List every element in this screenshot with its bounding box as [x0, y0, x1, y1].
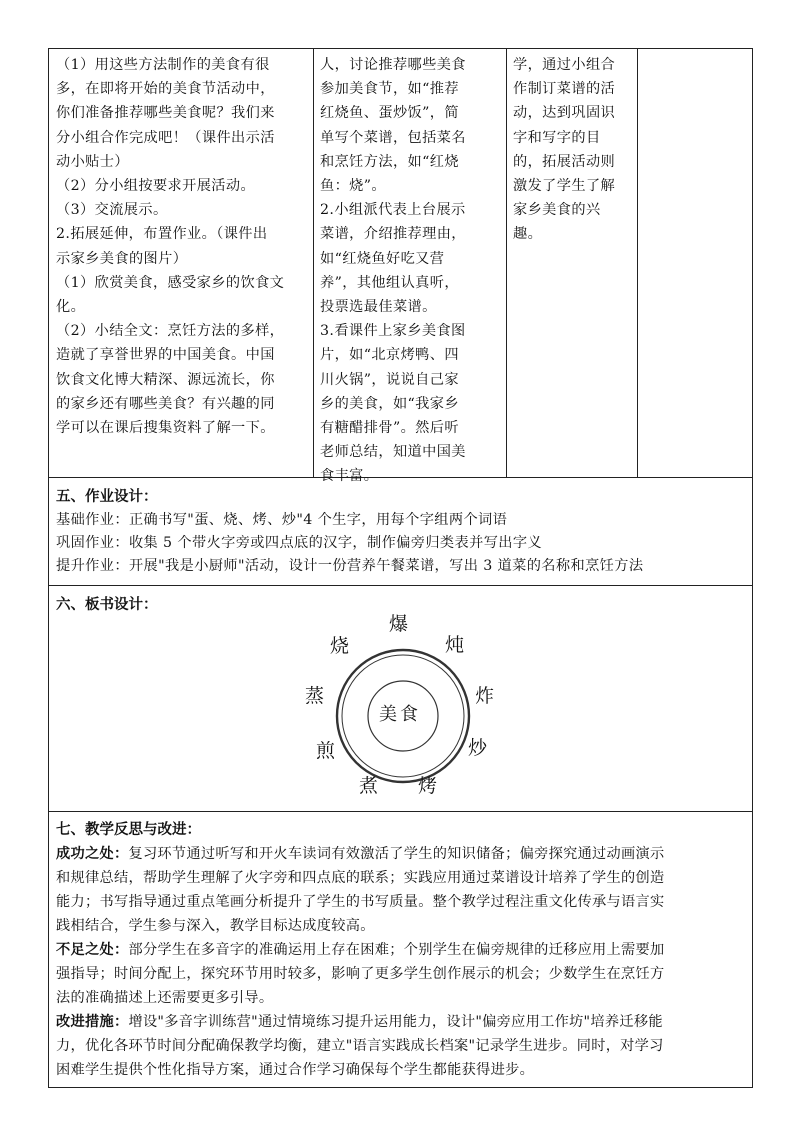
- success-line: 复习环节通过听写和开火车读词有效激活了学生的知识储备；偏旁探究通过动画演示: [128, 846, 665, 862]
- col1-line: 的家乡还有哪些美食？有兴趣的同: [56, 395, 275, 412]
- weak-line: 强指导；时间分配上，探究环节用时较多，影响了更多学生创作展示的机会；少数学生在烹饪方: [56, 966, 665, 982]
- col-divider-1: [313, 48, 314, 477]
- col1-line: 多，在即将开始的美食节活动中，: [56, 81, 275, 98]
- board-char-jian: 煎: [316, 740, 336, 762]
- col2-line: 菜谱，介绍推荐理由，: [320, 226, 466, 243]
- col2-line: 人，讨论推荐哪些美食: [320, 57, 466, 73]
- reflection-section: [56, 817, 748, 1082]
- col3-line: 趣。: [513, 226, 543, 243]
- improve-line: 增设"多音字训练营"通过情境练习提升运用能力，设计"偏旁应用工作坊"培养迁移能: [128, 1014, 663, 1030]
- col1-line: 学可以在课后搜集资料了解一下。: [56, 420, 275, 437]
- col1-activities: [56, 53, 311, 440]
- col3-line: 激发了学生了解: [513, 178, 616, 195]
- board-char-zha: 炸: [475, 685, 495, 707]
- weak-line: 部分学生在多音字的准确运用上存在困难；个别学生在偏旁规律的迁移应用上需要加: [128, 942, 665, 958]
- col2-line: 鱼：烧”。: [320, 178, 387, 195]
- col-divider-3: [637, 48, 638, 477]
- homework-line: 提升作业：开展"我是小厨师"活动，设计一份营养午餐菜谱，写出 3 道菜的名称和烹饪方法: [56, 558, 644, 574]
- col2-line: 有糖醋排骨”。然后听: [320, 420, 459, 437]
- board-bottom-rule: [48, 811, 753, 812]
- col1-line: 饮食文化博大精深、源远流长，你: [56, 371, 275, 388]
- col3-line: 动，达到巩固识: [513, 105, 616, 122]
- col1-line: （2）小结全文：烹饪方法的多样，: [56, 323, 285, 340]
- col3-design-intent: [513, 53, 635, 247]
- col1-line: 造就了享誉世界的中国美食。中国: [56, 347, 275, 364]
- col1-line: （1）欣赏美食，感受家乡的饮食文: [56, 274, 285, 291]
- col1-line: 动小贴士）: [56, 153, 129, 170]
- reflection-heading: 七、教学反思与改进：: [56, 821, 201, 838]
- col2-line: 3.看课件上家乡美食图: [320, 323, 466, 340]
- col1-line: 2.拓展延伸，布置作业。（课件出: [56, 226, 268, 243]
- homework-heading: 五、作业设计：: [56, 488, 158, 505]
- board-char-kao: 烤: [418, 775, 438, 797]
- col3-line: 家乡美食的兴: [513, 202, 601, 219]
- col1-line: 示家乡美食的图片）: [56, 250, 188, 267]
- col1-line: （3）交流展示。: [56, 202, 168, 219]
- weak-line: 法的准确描述上还需要更多引导。: [56, 990, 274, 1006]
- success-line: 践相结合，学生参与深入，教学目标达成度较高。: [56, 918, 375, 934]
- col2-line: 川火锅”，说说自己家: [320, 371, 459, 388]
- col1-line: （1）用这些方法制作的美食有很: [56, 57, 270, 73]
- col3-line: 字和写字的目: [513, 129, 601, 146]
- col2-line: 乡的美食，如“我家乡: [320, 395, 459, 412]
- improve-line: 困难学生提供个性化指导方案，通过合作学习确保每个学生都能获得进步。: [56, 1062, 535, 1078]
- col1-line: 你们准备推荐哪些美食呢？我们来: [56, 105, 275, 122]
- col1-line: （2）分小组按要求开展活动。: [56, 178, 256, 195]
- col1-line: 化。: [56, 299, 86, 316]
- homework-line: 基础作业：正确书写"蛋、烧、烤、炒"4 个生字，用每个字组两个词语: [56, 512, 508, 528]
- col-divider-2: [506, 48, 507, 477]
- board-char-zheng: 蒸: [305, 685, 325, 707]
- board-center-label: 美食: [379, 704, 421, 725]
- board-char-dun: 炖: [445, 634, 465, 656]
- board-heading: 六、板书设计：: [56, 596, 158, 613]
- improve-label: 改进措施：: [56, 1014, 129, 1030]
- weak-label: 不足之处：: [56, 942, 129, 958]
- col2-line: 如“红烧鱼好吃又营: [320, 250, 445, 267]
- col2-line: 片，如“北京烤鸭、四: [320, 347, 459, 364]
- homework-section: [56, 485, 746, 578]
- col2-line: 老师总结，知道中国美: [320, 444, 466, 461]
- col2-line: 单写个菜谱，包括菜名: [320, 129, 466, 146]
- success-line: 能力；书写指导通过重点笔画分析提升了学生的书写质量。整个教学过程注重文化传承与语言实: [56, 894, 665, 910]
- col2-line: 参加美食节，如“推荐: [320, 81, 459, 98]
- improve-line: 力，优化各环节时间分配确保教学均衡，建立"语言实践成长档案"记录学生进步。同时，对学习: [56, 1038, 664, 1054]
- col1-line: 分小组合作完成吧！（课件出示活: [56, 129, 275, 146]
- board-char-chao: 炒: [468, 737, 488, 759]
- success-label: 成功之处：: [56, 846, 129, 862]
- col2-line: 2.小组派代表上台展示: [320, 202, 466, 219]
- col2-line: 投票选最佳菜谱。: [320, 299, 437, 316]
- col3-line: 学，通过小组合: [513, 57, 616, 73]
- homework-line: 巩固作业：收集 5 个带火字旁或四点底的汉字，制作偏旁归类表并写出字义: [56, 535, 543, 551]
- col2-line: 红烧鱼、蛋炒饭”，简: [320, 105, 459, 122]
- col2-line: 和烹饪方法，如“红烧: [320, 153, 459, 170]
- col2-line: 养”，其他组认真听，: [320, 274, 459, 291]
- homework-bottom-rule: [48, 585, 753, 586]
- board-char-zhu: 煮: [359, 775, 379, 797]
- col2-student-activities: [320, 53, 504, 489]
- lesson-plan-page: [48, 48, 753, 1098]
- col3-line: 的，拓展活动则: [513, 153, 616, 170]
- col3-line: 作制订菜谱的活: [513, 81, 616, 98]
- board-char-bao: 爆: [389, 613, 409, 635]
- col2-line: 食丰富。: [320, 468, 379, 485]
- success-line: 和规律总结，帮助学生理解了火字旁和四点底的联系；实践应用通过菜谱设计培养了学生的创造: [56, 870, 665, 886]
- board-char-shao: 烧: [330, 635, 350, 657]
